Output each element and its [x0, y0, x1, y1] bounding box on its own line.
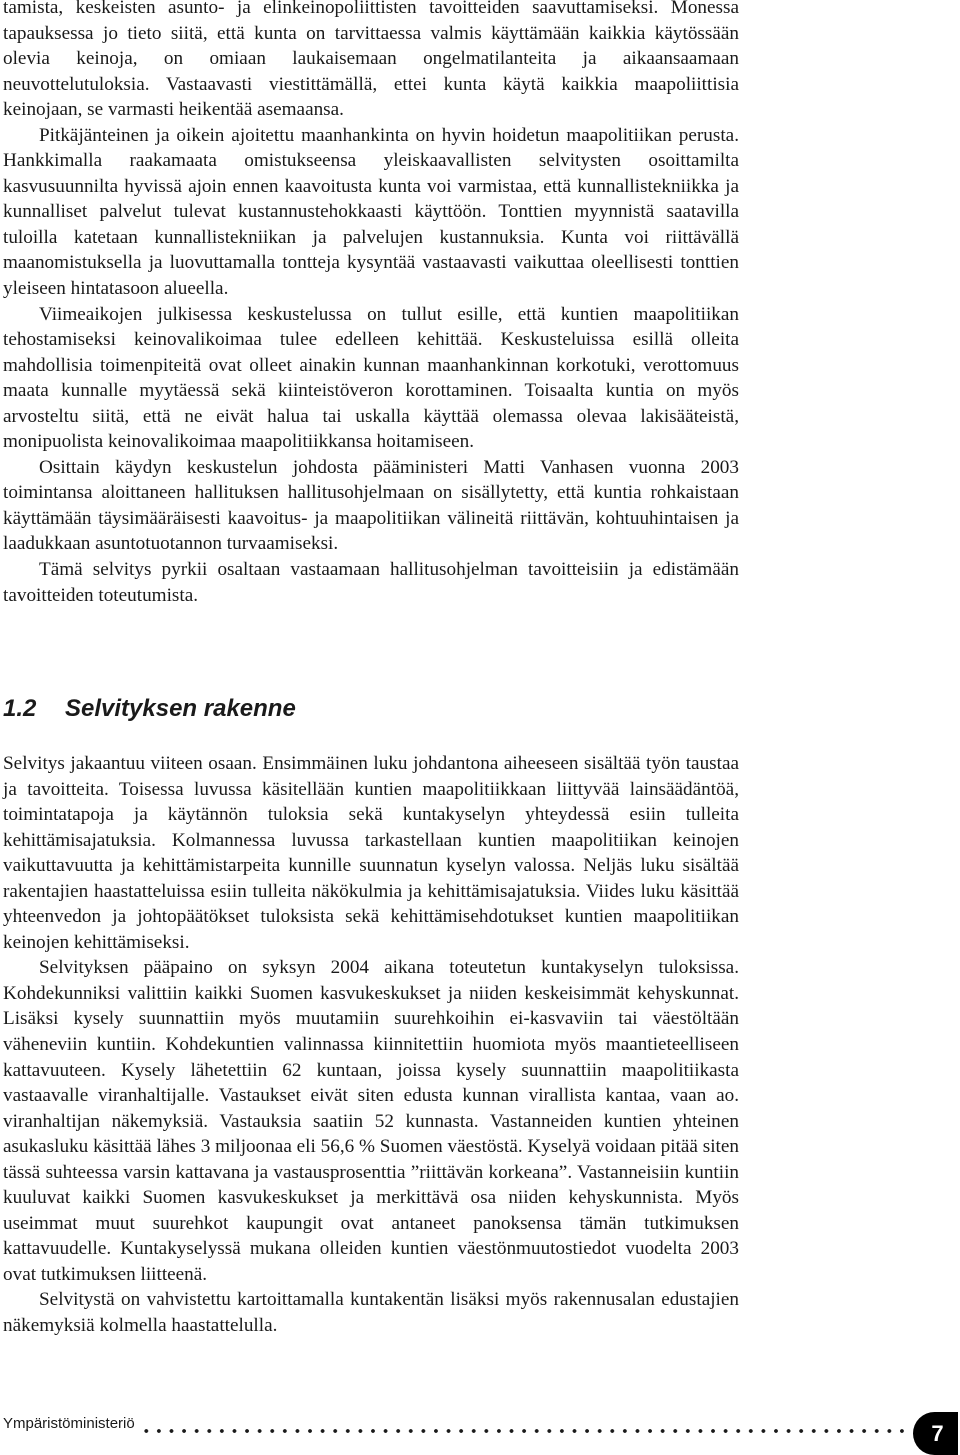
footer-dot-leader	[140, 1429, 904, 1433]
section-text-block	[3, 751, 739, 1339]
page-number-badge: 7	[913, 1412, 958, 1455]
paragraph: Pitkäjänteinen ja oikein ajoitettu maanhankinta on hyvin hoidetun maapolitiikan perusta. Hankkimalla raakamaata omistukseensa yleiskaavallisten selvitysten osoittamilta kasvusuunnilta hyvissä ajoin ennen kaavoitusta kunta voi varmistaa, että kunnallistekniikka ja kunnalliset palvelut tulevat kustannustehokkaasti käyttöön. Tonttien myynnistä saatavilla tuloilla katetaan kunnallistekniikan ja palvelujen kustannuksia. Kunta voi riittävällä maanomistuksella ja luovuttamalla tontteja kysyntää vastaavasti vaikuttaa oleellisesti tonttien yleiseen hintatasoon alueella.	[3, 124, 739, 300]
paragraph: Selvitystä on vahvistettu kartoittamalla kuntakentän lisäksi myös rakennusalan edustajien näkemyksiä kolmella haastattelulla.	[3, 1289, 739, 1337]
intro-text-block	[3, 0, 739, 608]
footer-publisher: Ympäristöministeriö	[3, 1415, 135, 1432]
paragraph: Osittain käydyn keskustelun johdosta pääministeri Matti Vanhasen vuonna 2003 toimintansa aloittaneen hallituksen hallitusohjelmaan on sisällytetty, että kuntia rohkaistaan käyttämään täysimääräisesti kaavoitus- ja maapolitiikan välineitä riittävän, kohtuuhintaisen ja laadukkaan asuntotuotannon turvaamiseksi.	[3, 456, 739, 555]
paragraph: Selvitys jakaantuu viiteen osaan. Ensimmäinen luku johdantona aiheeseen sisältää työn taustaa ja tavoitteita. Toisessa luvussa käsitellään kuntien maapolitiikkaan liittyvää lainsäädäntöä, toimintatapoja ja käytännön tuloksia sekä kuntakyselyn yhteydessä esiin tulleita kehittämisajatuksia. Kolmannessa luvussa tarkastellaan kuntien maapolitiikan keinojen vaikuttavuutta ja kehittämistarpeita kunnille suunnatun kyselyn valossa. Neljäs luku sisältää rakentajien haastatteluissa esiin tulleita näkökulmia ja kehittämisajatuksia. Viides luku käsittää yhteenvedon ja johtopäätökset tuloksista sekä kehittämisehdotukset kuntien maapolitiikan keinojen kehittämiseksi.	[3, 753, 739, 953]
page-footer	[0, 1412, 960, 1455]
section-title: Selvityksen rakenne	[65, 695, 296, 722]
section-heading	[3, 694, 296, 724]
paragraph: Selvityksen pääpaino on syksyn 2004 aikana toteutetun kuntakyselyn tuloksissa. Kohdekunniksi valittiin kaikki Suomen kasvukeskukset ja niiden keskeisimmät kehyskunnat. Lisäksi kysely suunnattiin myös muutamiin suurehkoihin ei-kasvaviin tai väestöltään väheneviin kuntiin. Kohdekuntien valinnassa kiinnitettiin huomiota myös maantieteelliseen kattavuuteen. Kysely lähetettiin 62 kuntaan, joissa kysely suunnattiin maapolitiikasta vastaavalle viranhaltijalle. Vastaukset eivät siten edusta kunnan virallista kantaa, vaan ao. viranhaltijan näkemyksiä. Vastauksia saatiin 52 kunnasta. Vastanneiden kuntien yhteinen asukasluku käsittää lähes 3 miljoonaa eli 56,6 % Suomen väestöstä. Kyselyä voidaan pitää siten tässä suhteessa varsin kattavana ja vastausprosenttia ”riittävän korkeana”. Vastanneisiin kuntiin kuuluvat kaikki Suomen kasvukeskukset ja merkittävä osa niiden kehyskunnista. Myös useimmat muut suurehkot kaupungit ovat antaneet panoksensa tämän tutkimuksen kattavuudelle. Kuntakyselyssä mukana olleiden kuntien väestönmuutostiedot vuodelta 2003 ovat tutkimuksen liitteenä.	[3, 957, 739, 1285]
paragraph: tamista, keskeisten asunto- ja elinkeinopoliittisten tavoitteiden saavuttamiseksi. Monessa tapauksessa jo tieto siitä, että kunta on tarvittaessa valmis käyttämään kaikkia käytössään olevia keinoja, on omiaan laukaisemaan ongelmatilanteita ja aikaansaamaan neuvottelutuloksia. Vastaavasti viestittämällä, ettei kunta käytä kaikkia maapoliittisia keinojaan, se varmasti heikentää asemaansa.	[3, 0, 739, 121]
paragraph: Tämä selvitys pyrkii osaltaan vastaamaan hallitusohjelman tavoitteisiin ja edistämään tavoitteiden toteutumista.	[3, 559, 739, 606]
section-number: 1.2	[3, 695, 37, 722]
paragraph: Viimeaikojen julkisessa keskustelussa on tullut esille, että kuntien maapolitiikan tehostamiseksi keinovalikoimaa tulee edelleen kehittää. Keskusteluissa esillä olleita mahdollisia toimenpiteitä ovat olleet ainakin kunnan maanhankinnan korkotuki, verottomuus maata kunnalle myytäessä sekä kiinteistöveron korottaminen. Toisaalta kuntia on myös arvosteltu siitä, että ne eivät halua tai uskalla käyttää olemassa olevaa lakisääteistä, monipuolista keinovalikoimaa maapolitiikkansa hoitamiseen.	[3, 303, 739, 453]
